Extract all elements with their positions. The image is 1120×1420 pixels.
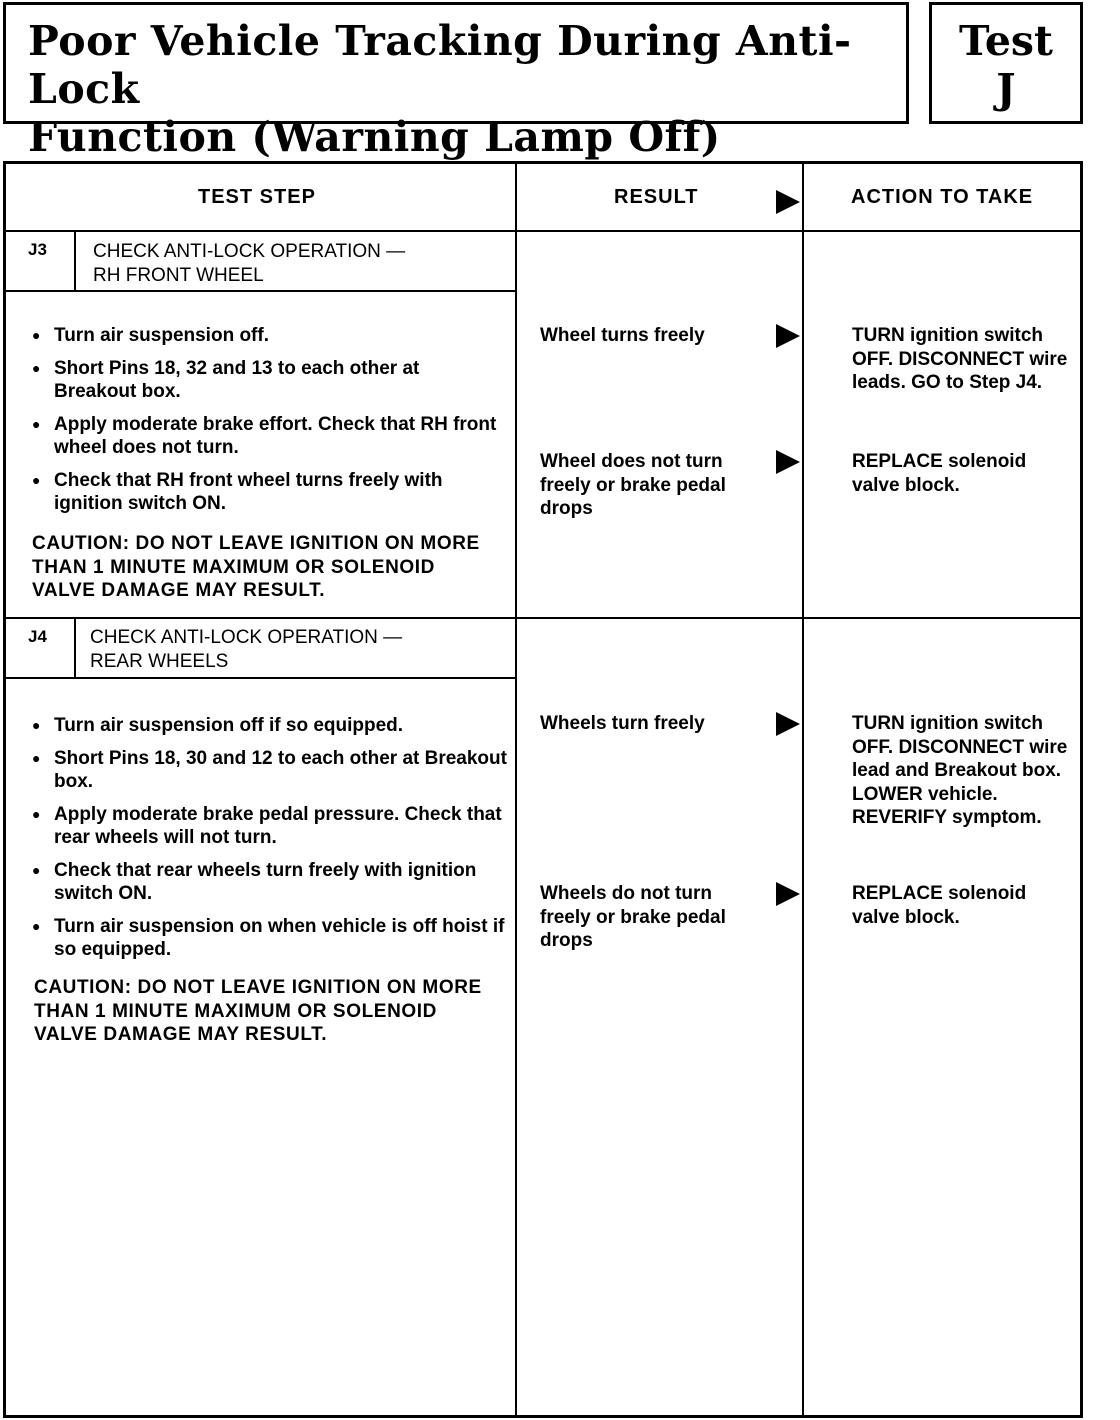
col-header-result: RESULT — [614, 186, 699, 208]
arrow-icon — [776, 324, 800, 348]
step-title-divider — [6, 290, 515, 292]
col-header-test-step: TEST STEP — [198, 186, 316, 208]
col-header-action: ACTION TO TAKE — [851, 186, 1034, 208]
test-id — [932, 17, 1080, 113]
result-j4-a: Wheels turn freely — [540, 713, 705, 734]
result-j4-b: Wheels do not turn freely or brake pedal drops — [540, 883, 726, 951]
step-title-j3 — [93, 240, 405, 287]
action-j4-a: TURN ignition switch OFF. DISCONNECT wire lead and Breakout box. LOWER vehicle. REVERIFY symptom. — [852, 713, 1068, 828]
test-letter: J — [996, 65, 1016, 113]
list-item: ● Short Pins 18, 32 and 13 to each other at Breakout box. — [32, 357, 502, 404]
step-title-line: CHECK ANTI-LOCK OPERATION — — [93, 241, 406, 262]
arrow-icon — [776, 882, 800, 906]
arrow-icon — [776, 712, 800, 736]
page-title — [28, 17, 906, 161]
step-title-line: CHECK ANTI-LOCK OPERATION — — [90, 627, 403, 648]
list-item: ● Turn air suspension on when vehicle is off hoist if so equipped. — [32, 915, 507, 962]
header-divider — [6, 230, 1080, 232]
step-id-j4: J4 — [28, 627, 47, 646]
list-item: ● Turn air suspension off if so equipped. — [32, 714, 507, 738]
step-id-j3: J3 — [28, 240, 47, 259]
result-j3-a: Wheel turns freely — [540, 325, 705, 346]
arrow-icon — [776, 190, 800, 214]
list-item: ● Short Pins 18, 30 and 12 to each other at Breakout box. — [32, 747, 507, 794]
step-id-divider — [74, 617, 76, 677]
test-id-box — [929, 2, 1083, 124]
list-item: ● Check that rear wheels turn freely with ignition switch ON. — [32, 859, 507, 906]
action-j3-a: TURN ignition switch OFF. DISCONNECT wire leads. GO to Step J4. — [852, 325, 1068, 393]
list-item: ● Apply moderate brake pedal pressure. Check that rear wheels will not turn. — [32, 803, 507, 850]
caution-note-j4: CAUTION: DO NOT LEAVE IGNITION ON MORE THAN 1 MINUTE MAXIMUM OR SOLENOID VALVE DAMAGE MAY RESULT. — [34, 977, 482, 1045]
step-title-line: REAR WHEELS — [90, 650, 229, 672]
step-title-j4 — [90, 626, 402, 673]
row-divider — [6, 617, 1080, 619]
action-j4-b: REPLACE solenoid valve block. — [852, 883, 1027, 928]
column-divider — [802, 164, 804, 1415]
column-divider — [515, 164, 517, 1415]
result-j3-b: Wheel does not turn freely or brake pedal drops — [540, 451, 726, 519]
step-title-line: RH FRONT WHEEL — [93, 264, 264, 286]
step-j4-instructions — [32, 714, 507, 971]
list-item: ● Apply moderate brake effort. Check that RH front wheel does not turn. — [32, 413, 502, 460]
test-label: Test — [959, 17, 1053, 65]
caution-note-j3: CAUTION: DO NOT LEAVE IGNITION ON MORE THAN 1 MINUTE MAXIMUM OR SOLENOID VALVE DAMAGE MAY RESULT. — [32, 533, 480, 601]
action-j3-b: REPLACE solenoid valve block. — [852, 451, 1027, 496]
title-line-2: Function (Warning Lamp Off) — [28, 113, 721, 161]
title-box — [3, 2, 909, 161]
list-item: ● Check that RH front wheel turns freely with ignition switch ON. — [32, 469, 502, 516]
step-id-divider — [74, 230, 76, 290]
arrow-icon — [776, 450, 800, 474]
test-table — [3, 161, 1083, 1418]
list-item: ● Turn air suspension off. — [32, 324, 502, 348]
step-j3-instructions — [32, 324, 502, 525]
step-title-divider — [6, 677, 515, 679]
title-line-1: Poor Vehicle Tracking During Anti-Lock — [28, 17, 852, 113]
